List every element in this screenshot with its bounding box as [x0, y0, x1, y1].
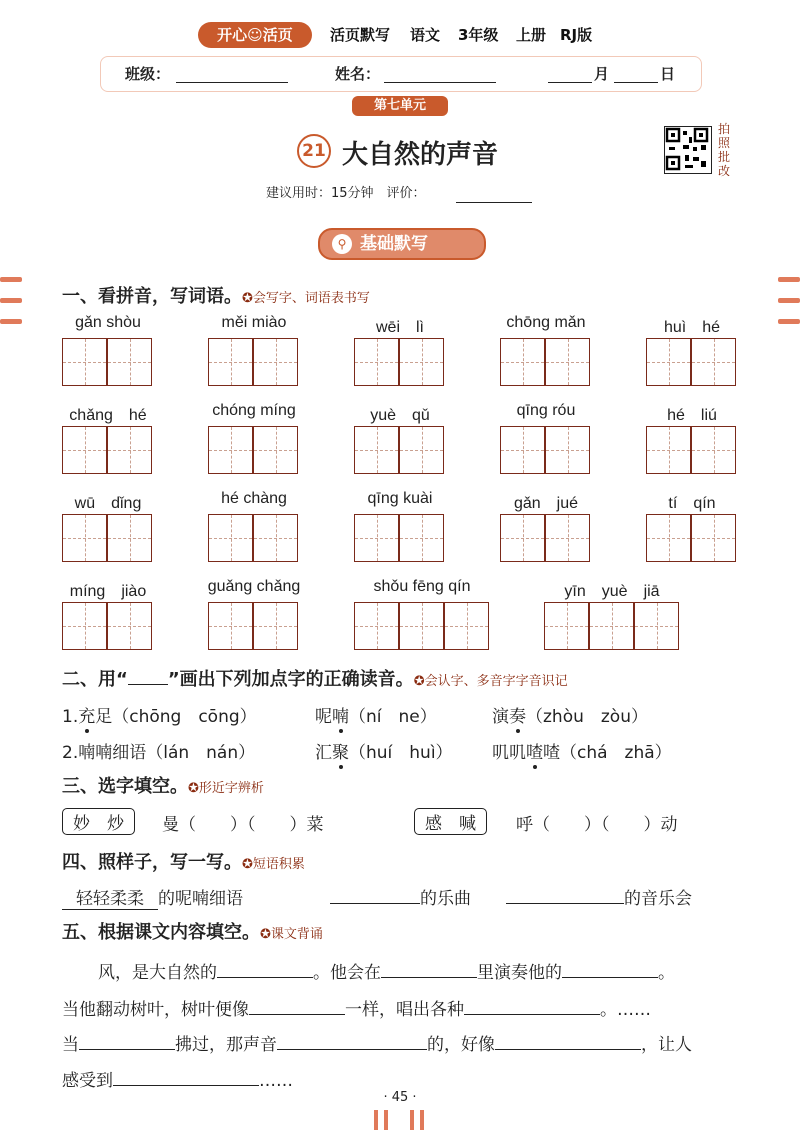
- pinyin-word: shǒu fēng qín: [373, 578, 471, 595]
- writing-grid-cell[interactable]: [646, 426, 691, 474]
- pinyin-word: wēi lì: [375, 319, 424, 336]
- writing-grid-cell[interactable]: [545, 338, 590, 386]
- qr-caption: 拍照批改: [718, 122, 731, 178]
- q2-item-1a[interactable]: 1.充足（chōng cōng）: [62, 707, 257, 727]
- section-title: 基础默写: [360, 234, 428, 254]
- writing-grid-cell[interactable]: [691, 514, 736, 562]
- writing-grid-cell[interactable]: [500, 514, 545, 562]
- writing-grid-cell[interactable]: [107, 602, 152, 650]
- month-field[interactable]: [548, 64, 592, 83]
- month-label: 月: [594, 65, 610, 83]
- q2-item-2b[interactable]: 汇聚（huí huì）: [315, 743, 453, 763]
- time-hint: 建议用时：15分钟 评价：: [266, 186, 426, 201]
- q2-item-1b[interactable]: 呢喃（ní ne）: [315, 707, 437, 727]
- pinyin-word: yuè qǔ: [370, 407, 430, 424]
- page-number: · 45 ·: [383, 1090, 417, 1105]
- class-label: 班级：: [125, 65, 171, 83]
- writing-grid-cell[interactable]: [253, 602, 298, 650]
- q5-line-3[interactable]: 当 拂过，那声音 的，好像 ，让人: [62, 1035, 692, 1055]
- q2-title: 二、用“ ”画出下列加点字的正确读音。✪会认字、多音字字音识记: [62, 669, 568, 690]
- writing-grid-cell[interactable]: [62, 338, 107, 386]
- q3-note: ✪形近字辨析: [188, 781, 264, 796]
- q3-fill-1[interactable]: 曼（ ）（ ）菜: [162, 815, 324, 835]
- q1-title: 一、看拼音，写词语。✪会写字、词语表书写: [62, 286, 370, 307]
- pinyin-word: tí qín: [668, 495, 716, 512]
- q5-line-2[interactable]: 当他翻动树叶，树叶便像 一样，唱出各种 。……: [62, 1000, 651, 1020]
- writing-grid-cell[interactable]: [208, 514, 253, 562]
- name-label: 姓名：: [335, 65, 381, 83]
- pinyin-word: wū dǐng: [74, 495, 142, 512]
- footer-stripe: [384, 1110, 388, 1130]
- side-stripe: [778, 298, 800, 303]
- pinyin-word: guǎng chǎng: [207, 578, 301, 595]
- name-field[interactable]: [384, 64, 496, 83]
- magnifier-icon: ⚲: [332, 234, 352, 254]
- q2-item-2c[interactable]: 叽叽喳喳（chá zhā）: [492, 743, 672, 763]
- side-stripe: [0, 319, 22, 324]
- q3-fill-2[interactable]: 呼（ ）（ ）动: [516, 815, 678, 835]
- writing-grid-cell[interactable]: [62, 426, 107, 474]
- writing-grid-cell[interactable]: [354, 426, 399, 474]
- writing-grid-cell[interactable]: [646, 338, 691, 386]
- q4-item-3[interactable]: 的音乐会: [506, 884, 692, 909]
- writing-grid-cell[interactable]: [399, 338, 444, 386]
- writing-grid-cell[interactable]: [107, 426, 152, 474]
- header-item-volume: 上册: [516, 26, 547, 44]
- header-item-grade: 3年级: [458, 26, 499, 44]
- writing-grid-cell[interactable]: [589, 602, 634, 650]
- writing-grid-cell[interactable]: [253, 426, 298, 474]
- q1-note: ✪会写字、词语表书写: [242, 291, 370, 306]
- writing-grid-cell[interactable]: [545, 426, 590, 474]
- pinyin-word: měi miào: [221, 314, 287, 331]
- writing-grid-cell[interactable]: [354, 514, 399, 562]
- lesson-title: 大自然的声音: [342, 140, 499, 170]
- brand-logo: 开心☺活页: [198, 22, 312, 48]
- pinyin-word: míng jiào: [69, 583, 147, 600]
- writing-grid-cell[interactable]: [444, 602, 489, 650]
- writing-grid-cell[interactable]: [208, 426, 253, 474]
- writing-grid-cell[interactable]: [208, 602, 253, 650]
- writing-grid-cell[interactable]: [544, 602, 589, 650]
- writing-grid-cell[interactable]: [691, 338, 736, 386]
- writing-grid-cell[interactable]: [253, 338, 298, 386]
- day-label: 日: [660, 65, 676, 83]
- writing-grid-cell[interactable]: [107, 338, 152, 386]
- pinyin-word: gǎn shòu: [75, 314, 141, 331]
- q4-example: 轻轻柔柔 的呢喃细语: [62, 884, 243, 910]
- underline-sample: [128, 668, 168, 685]
- writing-grid-cell[interactable]: [62, 514, 107, 562]
- footer-stripe: [374, 1110, 378, 1130]
- header-item-subject: 语文: [410, 26, 441, 44]
- writing-grid-cell[interactable]: [399, 602, 444, 650]
- pinyin-word: qīng róu: [516, 402, 576, 419]
- pinyin-word: chóng míng: [212, 402, 296, 419]
- side-stripe: [0, 277, 22, 282]
- writing-grid-cell[interactable]: [208, 338, 253, 386]
- writing-grid-cell[interactable]: [107, 514, 152, 562]
- writing-grid-cell[interactable]: [500, 338, 545, 386]
- evaluation-field[interactable]: [456, 184, 532, 203]
- day-field[interactable]: [614, 64, 658, 83]
- writing-grid-cell[interactable]: [646, 514, 691, 562]
- q4-note: ✪短语积累: [242, 857, 305, 872]
- q2-item-2a[interactable]: 2.喃喃细语（lán nán）: [62, 743, 256, 763]
- q4-title: 四、照样子，写一写。✪短语积累: [62, 852, 305, 873]
- header-item-series: 活页默写: [330, 26, 391, 44]
- footer-stripe: [420, 1110, 424, 1130]
- pinyin-word: yīn yuè jiā: [564, 583, 660, 600]
- writing-grid-cell[interactable]: [500, 426, 545, 474]
- pinyin-word: hé chàng: [221, 490, 287, 507]
- class-field[interactable]: [176, 64, 288, 83]
- writing-grid-cell[interactable]: [354, 602, 399, 650]
- footer-stripe: [410, 1110, 414, 1130]
- pinyin-word: huì hé: [663, 319, 721, 336]
- qr-code-icon[interactable]: [664, 126, 712, 174]
- side-stripe: [778, 319, 800, 324]
- writing-grid-cell[interactable]: [399, 426, 444, 474]
- side-stripe: [0, 298, 22, 303]
- writing-grid-cell[interactable]: [253, 514, 298, 562]
- q5-note: ✪课文背诵: [260, 927, 323, 942]
- pinyin-word: gǎn jué: [513, 495, 579, 512]
- pinyin-word: chōng mǎn: [506, 314, 586, 331]
- writing-grid-cell[interactable]: [545, 514, 590, 562]
- lesson-number: 21: [297, 134, 331, 168]
- q2-item-1c[interactable]: 演奏（zhòu zòu）: [492, 707, 648, 727]
- pinyin-word: chǎng hé: [69, 407, 147, 424]
- q3-title: 三、选字填空。✪形近字辨析: [62, 776, 264, 797]
- q5-title: 五、根据课文内容填空。✪课文背诵: [62, 922, 323, 943]
- header-item-edition: RJ版: [560, 26, 593, 44]
- q4-item-2[interactable]: 的乐曲: [330, 884, 471, 909]
- q3-choice-box-1: 妙 炒: [62, 808, 135, 835]
- q5-line-4[interactable]: 感受到 ……: [62, 1071, 293, 1091]
- q5-line-1[interactable]: 风，是大自然的 。他会在 里演奏他的 。: [98, 963, 675, 983]
- writing-grid-cell[interactable]: [354, 338, 399, 386]
- unit-badge: 第七单元: [352, 96, 448, 116]
- writing-grid-cell[interactable]: [634, 602, 679, 650]
- q3-choice-box-2: 感 喊: [414, 808, 487, 835]
- writing-grid-cell[interactable]: [62, 602, 107, 650]
- side-stripe: [778, 277, 800, 282]
- section-badge: [318, 228, 486, 260]
- pinyin-word: hé liú: [667, 407, 717, 424]
- q2-note: ✪会认字、多音字字音识记: [413, 674, 568, 689]
- writing-grid-cell[interactable]: [399, 514, 444, 562]
- writing-grid-cell[interactable]: [691, 426, 736, 474]
- pinyin-word: qīng kuài: [367, 490, 433, 507]
